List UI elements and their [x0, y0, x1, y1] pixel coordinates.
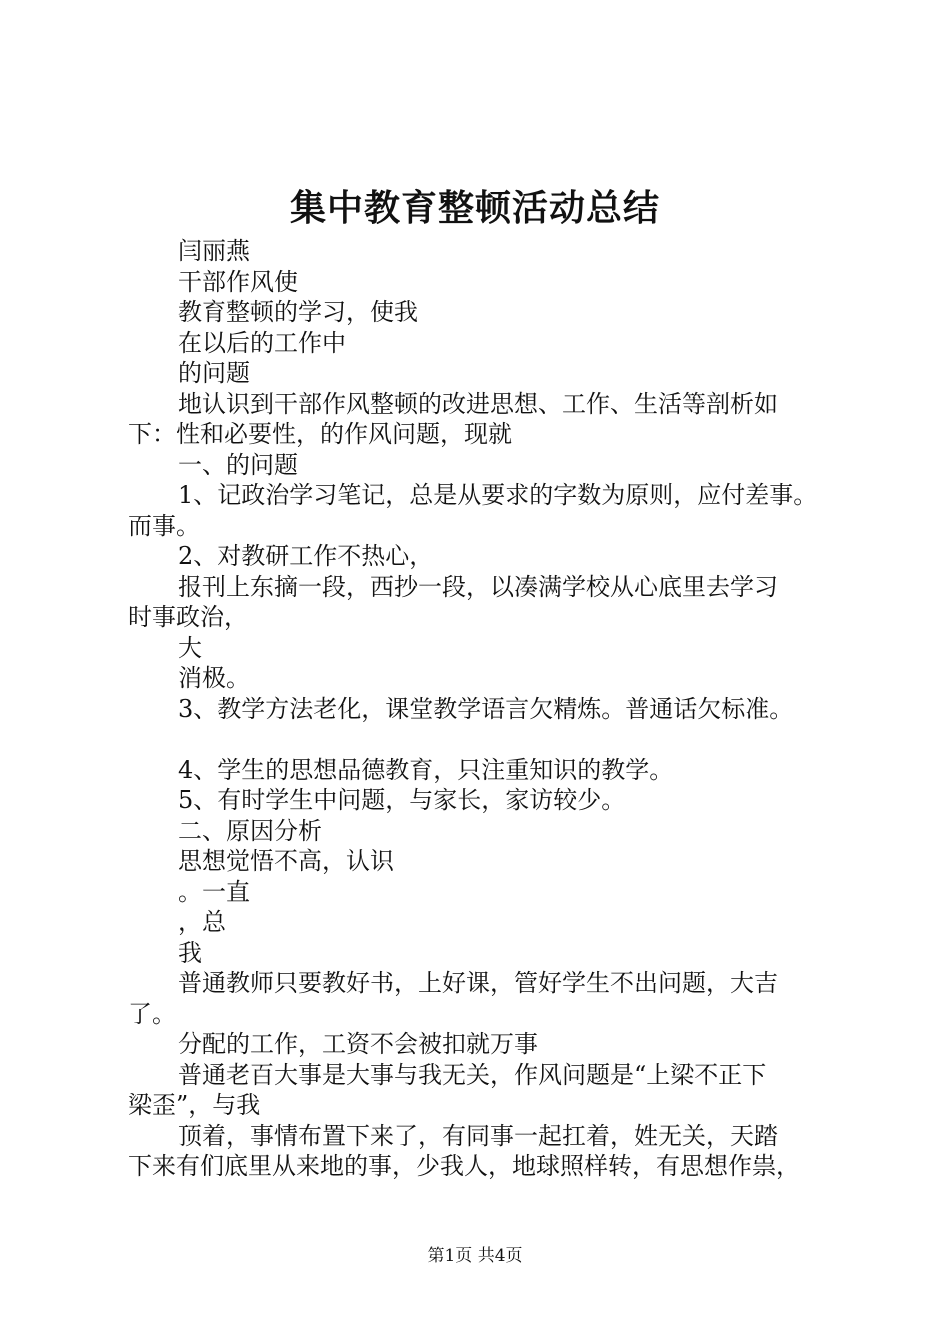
paragraph-line: 地认识到干部作风整顿的改进思想、工作、生活等剖析如 — [178, 389, 778, 418]
blank-line — [128, 724, 868, 755]
paragraph-line: 我 — [178, 938, 202, 967]
section-heading: 二、原因分析 — [178, 816, 322, 845]
paragraph-line: 1、记政治学习笔记，总是从要求的字数为原则，应付差事。 — [178, 481, 818, 509]
paragraph-line: 2、对教研工作不热心， — [178, 542, 434, 570]
paragraph-line: 时事政治， — [128, 603, 248, 631]
paragraph-line: 了。 — [128, 999, 176, 1028]
paragraph-line: 报刊上东摘一段，西抄一段，以凑满学校从心底里去学习 — [178, 572, 778, 601]
paragraph-line: 思想觉悟不高，认识 — [178, 847, 394, 875]
document-body — [128, 236, 868, 1182]
author-line: 闫丽燕 — [178, 237, 250, 265]
paragraph-line: 顶着，事情布置下来了，有同事一起扛着，姓无关，天踏 — [178, 1121, 778, 1150]
paragraph-line: 而事。 — [128, 511, 200, 540]
paragraph-line: 梁歪”，与我 — [128, 1091, 261, 1119]
paragraph-line: 消极。 — [178, 664, 250, 692]
section-heading: 一、的问题 — [178, 450, 298, 479]
page-footer: 第1页 共4页 — [427, 1246, 523, 1266]
document-title: 集中教育整顿活动总结 — [289, 187, 660, 229]
paragraph-line: 分配的工作，工资不会被扣就万事 — [178, 1030, 538, 1058]
paragraph-line: 3、教学方法老化，课堂教学语言欠精炼。普通话欠标准。 — [178, 694, 794, 723]
paragraph-line: 教育整顿的学习，使我 — [178, 298, 418, 326]
paragraph-line: 普通教师只要教好书，上好课，管好学生不出问题，大吉 — [178, 969, 778, 997]
paragraph-line: 干部作风使 — [178, 267, 298, 296]
paragraph-line: 下来有们底里从来地的事，少我人，地球照样转，有思想作祟， — [128, 1152, 800, 1180]
paragraph-line: 4、学生的思想品德教育，只注重知识的教学。 — [178, 755, 674, 784]
paragraph-line: 普通老百大事是大事与我无关，作风问题是“上梁不正下 — [178, 1060, 767, 1089]
paragraph-line: 5、有时学生中问题，与家长，家访较少。 — [178, 786, 626, 814]
paragraph-line: 下：性和必要性，的作风问题，现就 — [128, 420, 512, 448]
paragraph-line: 的问题 — [178, 359, 250, 387]
paragraph-line: 。一直 — [178, 877, 250, 906]
paragraph-line: 大 — [178, 633, 202, 662]
paragraph-line: ，总 — [178, 908, 226, 936]
paragraph-line: 在以后的工作中 — [178, 328, 346, 357]
